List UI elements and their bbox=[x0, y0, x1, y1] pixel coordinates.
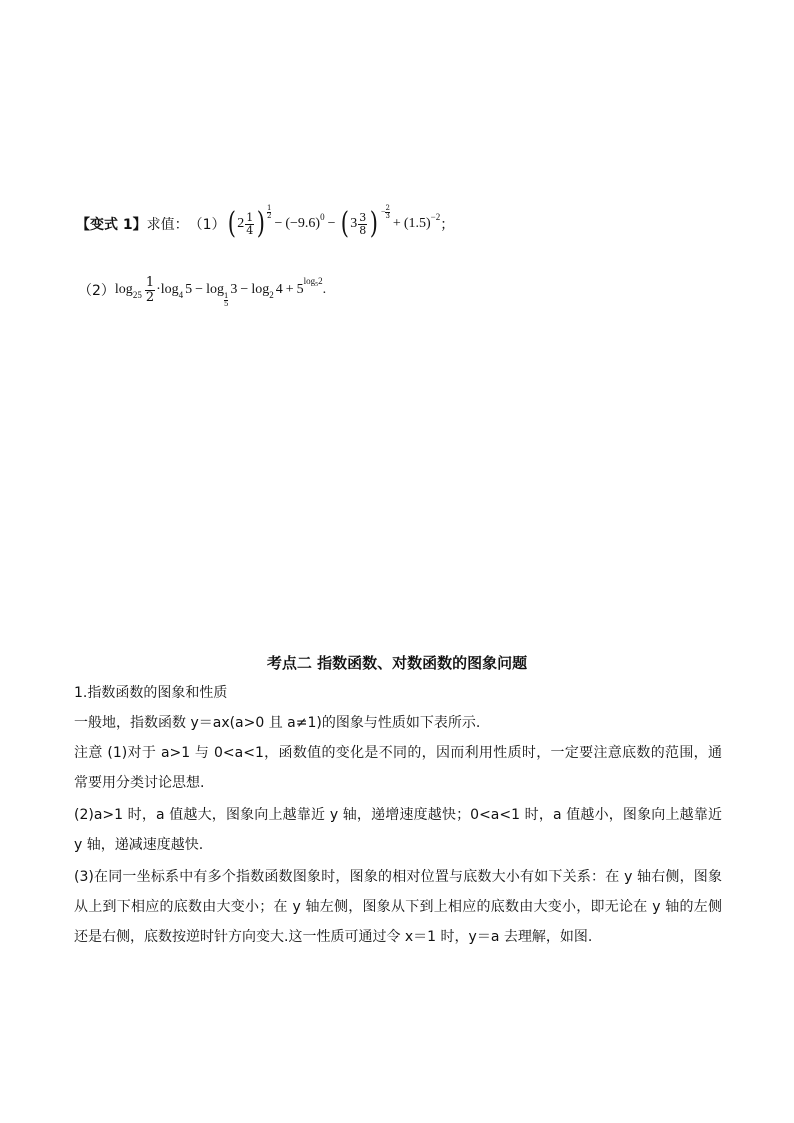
log-3: log bbox=[206, 282, 224, 297]
minus-sign-1: − bbox=[274, 216, 283, 231]
mixed-whole-3: 3 bbox=[350, 216, 358, 231]
minus-sign-4: − bbox=[240, 282, 249, 297]
paren-open-3: ( bbox=[340, 206, 349, 241]
exercise-part-2 bbox=[78, 270, 326, 310]
exponent-1-den: 2 bbox=[266, 211, 272, 220]
fraction-1-num: 1 bbox=[246, 210, 254, 224]
term-2: (−9.6) bbox=[285, 216, 321, 231]
exponent-3-den: 3 bbox=[385, 211, 390, 220]
mixed-whole-1: 2 bbox=[237, 216, 245, 231]
plus-sign-2: + bbox=[285, 282, 294, 297]
power-exponent-base: 5 bbox=[315, 282, 319, 288]
power-exponent bbox=[304, 276, 323, 286]
part-1-index: （1） bbox=[188, 217, 226, 233]
log-4: log bbox=[251, 282, 270, 297]
log-2: log bbox=[160, 282, 179, 297]
paragraph-note-1: 注意 (1)对于 a>1 与 0<a<1，函数值的变化是不同的，因而利用性质时，一定要注意底数的范围，通常要用分类讨论思想. bbox=[74, 745, 722, 791]
part-1-end: ； bbox=[440, 217, 455, 233]
log-3-base-fraction bbox=[224, 293, 228, 308]
fraction-1 bbox=[245, 212, 254, 237]
exponent-1 bbox=[267, 205, 271, 220]
minus-sign-3: − bbox=[195, 282, 204, 297]
log-4-arg: 4 bbox=[275, 282, 283, 297]
log-1: log bbox=[114, 282, 133, 297]
paren-open: ( bbox=[227, 206, 236, 241]
paragraph-note-2: (2)a>1 时，a 值越大，图象向上越靠近 y 轴，递增速度越快；0<a<1 时，a 值越小，图象向上越靠近 y 轴，递减速度越快. bbox=[74, 807, 722, 853]
paragraph-general: 一般地，指数函数 y＝ax(a>0 且 a≠1)的图象与性质如下表所示. bbox=[74, 715, 481, 731]
exponent-3-sign: − bbox=[380, 206, 386, 216]
fraction-3 bbox=[358, 212, 367, 237]
paren-close-3: ) bbox=[369, 206, 379, 241]
log-3-base-num: 1 bbox=[223, 291, 229, 300]
exponent-1-num: 1 bbox=[266, 203, 272, 212]
exercise-label: 【变式 1】 bbox=[76, 217, 147, 233]
exercise-prompt: 求值： bbox=[146, 217, 189, 233]
log-2-base: 4 bbox=[178, 290, 184, 300]
exponent-2: 0 bbox=[320, 212, 325, 222]
part-2-end: . bbox=[322, 282, 327, 297]
log-3-base-den: 5 bbox=[223, 299, 229, 308]
section-heading: 1.指数函数的图象和性质 bbox=[74, 685, 228, 701]
exponent-4: −2 bbox=[430, 212, 441, 222]
part-2-index: （2） bbox=[78, 283, 115, 299]
exponent-3 bbox=[385, 205, 389, 220]
log-3-arg: 3 bbox=[230, 282, 238, 297]
log-4-base: 2 bbox=[269, 290, 274, 300]
section-title: 考点二 指数函数、对数函数的图象问题 bbox=[266, 654, 528, 672]
plus-sign: + bbox=[392, 216, 401, 231]
power-base: 5 bbox=[296, 282, 304, 297]
multiply-dot: · bbox=[156, 282, 161, 297]
term-4: (1.5) bbox=[403, 216, 431, 231]
log-1-arg-den: 2 bbox=[145, 289, 155, 305]
fraction-3-num: 3 bbox=[359, 210, 367, 224]
minus-sign-2: − bbox=[327, 216, 336, 231]
log-2-arg: 5 bbox=[185, 282, 193, 297]
paragraph-note-3: (3)在同一坐标系中有多个指数函数图象时，图象的相对位置与底数大小有如下关系：在 y 轴右侧，图象从上到下相应的底数由大变小；在 y 轴左侧，图象从下到上相应的底数由大变小，即无论在 y 轴的左侧还是右侧，底数按逆时针方向变大.这一性质可通过令 x＝1 时，y＝a 去理解，如图. bbox=[74, 869, 722, 945]
log-1-arg-fraction bbox=[145, 276, 155, 305]
power-exponent-arg: 2 bbox=[318, 276, 323, 286]
log-1-base: 25 bbox=[132, 290, 142, 300]
log-1-arg-num: 1 bbox=[145, 274, 155, 290]
exponent-3-num: 2 bbox=[385, 203, 390, 212]
paren-close: ) bbox=[257, 206, 266, 241]
fraction-3-den: 8 bbox=[359, 223, 367, 237]
exercise-part-1 bbox=[76, 204, 454, 244]
power-exponent-log: log bbox=[303, 276, 316, 286]
fraction-1-den: 4 bbox=[246, 223, 254, 237]
